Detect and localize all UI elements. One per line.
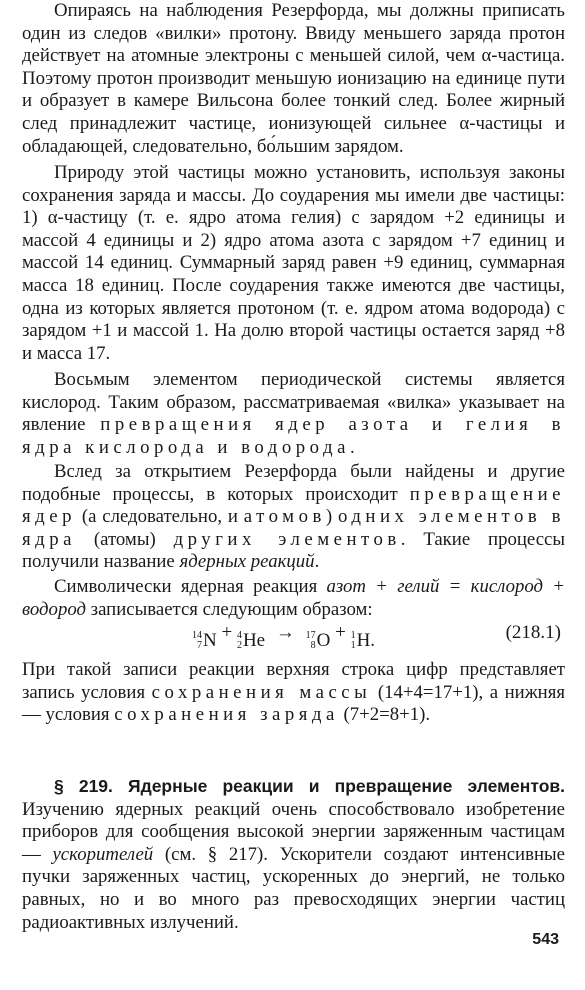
paragraph-text: Опираясь на наблюдения Резерфорда, мы должны приписать один из следов «вилки» протону. Ввиду меньшего заряда протон действует на атомные электроны с меньшей силой, чем α-частица. Поэтому протон производит меньшую ионизацию на единице пути и образует в камере Вильсона более тонкий след. Более жирный след принадлежит частице, ионизующей сильнее α-частицы и обладающей, следовательно, бо́льшим зарядом. — [22, 0, 565, 157]
text-run: Символически ядерная реакция — [54, 576, 327, 597]
paragraph-nuclear-reactions — [22, 461, 565, 574]
nuclide-nitrogen — [192, 629, 217, 653]
element-symbol: He — [242, 630, 266, 651]
equation-body — [192, 621, 375, 653]
paragraph-oxygen — [22, 369, 565, 459]
emphasis-italic: ядерных реакций — [179, 551, 315, 573]
emphasis-spaced: сохранения заряда — [114, 704, 339, 726]
emphasis-spaced: сохранения массы — [151, 681, 372, 703]
paragraph-conservation-laws — [22, 162, 565, 365]
nuclide-hydrogen — [351, 629, 375, 653]
paragraph-text: Природу этой частицы можно установить, используя законы сохранения заряда и массы. До соударения мы имели две частицы: 1) α-частицу (т. е. ядро атома гелия) с зарядом +2 единицы и массой 4 единицы и 2) ядро атома азота с зарядом +7 единиц и массой 14 единиц. Суммарный заряд равен +9 единиц, суммарная масса 18 единиц. После соударения также имеются две частицы, одна из которых является протоном (т. е. ядром атома водорода) с зарядом +1 и массой 1. На долю второй частицы остается заряд +8 и масса 17. — [22, 162, 565, 364]
text-run: Восьмым элементом периодической системы является кислород. Таким образом, рассматриваемая «вилка» указывает на явление — [22, 369, 565, 436]
text-run: Вслед за открытием Резерфорда были найдены и другие подобные процессы, в которых происходит — [22, 461, 565, 505]
emphasis-spaced: превращения ядер азота и гелия в ядра кислорода и водорода — [22, 414, 565, 458]
arrow-icon: → — [275, 622, 295, 643]
text-run: (атомы) — [75, 528, 174, 550]
charge-number: 8 — [310, 640, 316, 651]
mass-number: 17 — [305, 630, 316, 641]
element-symbol: O — [316, 630, 331, 651]
page-number: 543 — [532, 931, 559, 948]
text-run: . — [314, 551, 320, 573]
text-run: (7+2=8+1). — [338, 704, 431, 726]
mass-number: 4 — [236, 630, 242, 641]
text-run: записывается следующим образом: — [85, 598, 373, 620]
text-run: (см. § 217). Ускорители создают интенсивные пучки заряженных частиц, ускоренных до энергий, не только равных, но и во много раз превосходящих энергии частиц радиоактивных излучений. — [22, 843, 565, 933]
paragraph-text — [22, 576, 565, 621]
paragraph-text — [22, 461, 565, 574]
charge-number: 1 — [350, 640, 356, 651]
reaction-equation — [22, 621, 565, 651]
nuclide-oxygen — [306, 629, 331, 653]
text-run: ) — [325, 506, 338, 528]
plus-sign: + — [335, 622, 346, 643]
text-run: . Такие процессы получили название — [22, 528, 566, 573]
text-run: Изучению ядерных реакций очень способствовало изобретение приборов для сообщения высокой энергии заряженным частицам — — [22, 798, 565, 865]
nuclide-helium — [237, 629, 265, 653]
plus-sign: + — [221, 622, 233, 643]
equation-number: (218.1) — [505, 622, 561, 643]
section-heading: § 219. Ядерные реакции и превращение элементов. — [54, 776, 565, 796]
mass-number: 14 — [192, 630, 202, 641]
section-219 — [22, 775, 565, 934]
paragraph-text — [22, 775, 565, 934]
text-run: (14+4=17+1), а нижняя — условия — [22, 681, 566, 726]
charge-number: 7 — [197, 640, 202, 651]
paragraph-record-explanation — [22, 659, 565, 727]
emphasis-italic: ускорителей — [52, 843, 154, 865]
emphasis-spaced: атомов — [243, 506, 326, 528]
text-run: . — [349, 436, 355, 458]
element-symbol: H. — [356, 630, 376, 651]
emphasis-spaced: других элементов — [173, 528, 401, 550]
text-run: При такой записи реакции верхняя строка цифр представляет запись условия — [22, 659, 565, 703]
emphasis-italic: азот + гелий = кислород + водород — [22, 576, 565, 620]
emphasis-spaced: одних элементов в ядра — [22, 506, 566, 550]
charge-number: 2 — [236, 640, 242, 651]
element-symbol: N — [203, 630, 217, 651]
paragraph-text — [22, 369, 565, 459]
paragraph-symbolic — [22, 576, 565, 621]
emphasis-spaced: превращение ядер — [22, 483, 565, 528]
text-run: (а следовательно, и — [75, 506, 244, 528]
paragraph-text — [22, 659, 565, 727]
paragraph-proton-track — [22, 0, 565, 158]
mass-number: 1 — [350, 630, 356, 641]
